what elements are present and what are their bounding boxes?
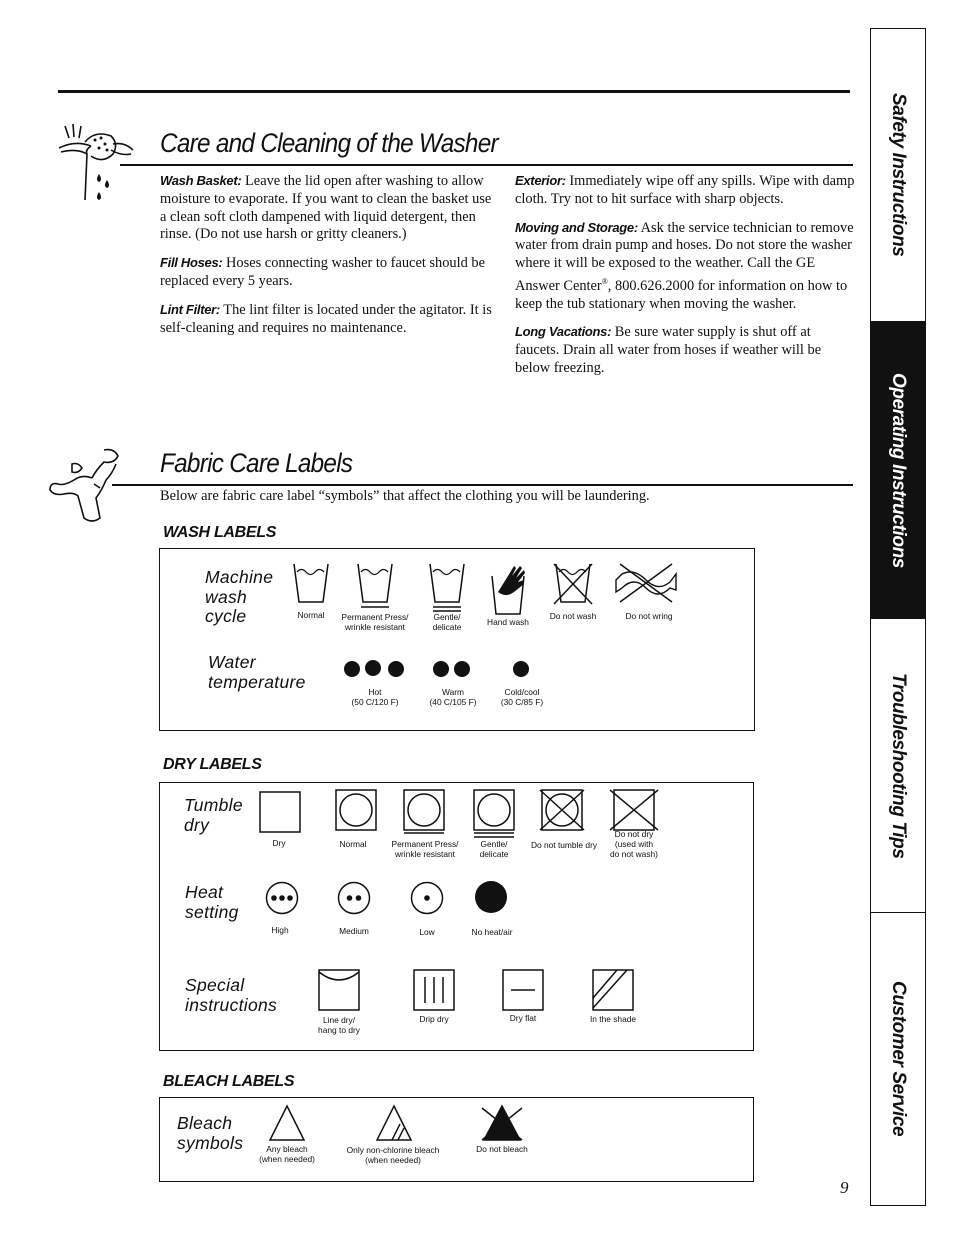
page-number: 9: [840, 1178, 849, 1197]
drip-dry-caption: Drip dry: [419, 1014, 449, 1024]
heat-high-caption: High: [271, 925, 289, 935]
registered-mark: ®: [601, 276, 608, 286]
do-not-wring-caption: Do not wring: [625, 611, 673, 621]
dry-square-icon: [258, 790, 302, 834]
care-title: Care and Cleaning of the Washer: [160, 128, 498, 158]
moving-lead: Moving and Storage:: [515, 219, 638, 235]
tumble-normal-caption: Normal: [339, 839, 367, 849]
dry-flat-caption: Dry flat: [509, 1013, 537, 1023]
do-not-dry-caption: [610, 829, 658, 859]
machine-wash-label-line2: wash: [205, 586, 248, 607]
tab-safety-instructions-label: Safety Instructions: [888, 93, 909, 257]
wash-normal-icon: [292, 560, 330, 606]
water-temperature-label-line2: temperature: [208, 671, 306, 692]
no-heat-icon: [473, 879, 509, 915]
top-rule: [58, 90, 850, 93]
tumble-gentle-caption-line1: Gentle/: [480, 839, 508, 849]
hand-wash-caption: Hand wash: [487, 617, 529, 627]
cold-caption-line1: Cold/cool: [504, 687, 540, 697]
vacations-lead: Long Vacations:: [515, 324, 612, 340]
any-bleach-caption-line1: Any bleach: [266, 1144, 308, 1154]
line-dry-caption-line1: Line dry/: [322, 1015, 356, 1025]
any-bleach-icon: [268, 1104, 306, 1142]
section-tabs: [870, 28, 926, 1206]
wash-labels-heading: WASH LABELS: [163, 524, 277, 541]
wash-normal-caption: Normal: [297, 610, 325, 620]
no-heat-caption: No heat/air: [471, 927, 513, 937]
wash-gentle-icon: [428, 560, 466, 614]
bleach-symbols-label-line2: symbols: [177, 1132, 244, 1153]
bleach-symbols-label-line1: Bleach: [177, 1113, 233, 1133]
moving-text-b: , 800.626.2000 for information on how to keep the tub stationary when moving the washer.: [515, 277, 848, 312]
tab-troubleshooting-tips-label: Troubleshooting Tips: [888, 672, 909, 859]
wash-perm-press-caption-line2: wrinkle resistant: [344, 622, 406, 632]
bleach-symbols-label: [177, 1114, 243, 1153]
special-instructions-label-line2: instructions: [185, 994, 278, 1015]
dry-in-shade-icon: [591, 968, 635, 1012]
machine-wash-label: [205, 568, 273, 627]
fabric-title: Fabric Care Labels: [160, 448, 353, 478]
bleach-labels-box: [159, 1097, 754, 1182]
exterior-text: Immediately wipe off any spills. Wipe with damp cloth. Try not to hit surface with sharp objects.: [515, 173, 855, 207]
do-not-wring-icon: [612, 560, 680, 606]
exterior-paragraph: [515, 172, 857, 209]
warm-caption: [429, 687, 476, 707]
wash-gentle-caption-line1: Gentle/: [433, 612, 461, 622]
do-not-wash-caption: Do not wash: [549, 611, 597, 621]
heat-setting-label: [185, 883, 239, 922]
tumble-gentle-icon: [472, 788, 516, 840]
wash-permanent-press-icon: [356, 560, 394, 610]
hot-caption-line2: (50 C/120 F): [351, 697, 399, 707]
do-not-bleach-icon: [480, 1104, 524, 1142]
tumble-dry-label-line1: Tumble: [184, 795, 243, 815]
warm-water-dots-icon: [430, 658, 476, 680]
fabric-title-rule: [112, 484, 853, 486]
do-not-tumble-dry-caption: Do not tumble dry: [530, 840, 598, 850]
bleach-labels-heading: BLEACH LABELS: [163, 1073, 295, 1090]
cold-caption-line2: (30 C/85 F): [500, 697, 544, 707]
drip-dry-icon: [412, 968, 456, 1012]
warm-caption-line1: Warm: [441, 687, 465, 697]
heat-setting-label-line2: setting: [185, 901, 239, 922]
tumble-perm-press-caption-line1: Permanent Press/: [391, 839, 459, 849]
dry-labels-heading: DRY LABELS: [163, 756, 262, 773]
water-temperature-label-line1: Water: [208, 652, 256, 672]
do-not-dry-caption-line1: Do not dry: [614, 829, 654, 839]
dry-flat-icon: [501, 968, 545, 1012]
fill-hoses-text: Hoses connecting washer to faucet should be replaced every 5 years.: [160, 255, 485, 289]
hot-caption-line1: Hot: [368, 687, 382, 697]
fabric-intro: Below are fabric care label “symbols” that affect the clothing you will be laundering.: [160, 488, 650, 504]
exterior-lead: Exterior:: [515, 173, 566, 188]
machine-wash-label-line3: cycle: [205, 606, 247, 626]
hand-wash-icon: [488, 562, 528, 616]
tab-troubleshooting-tips[interactable]: [871, 619, 925, 912]
heat-setting-label-line1: Heat: [185, 882, 224, 902]
tumble-dry-label-line2: dry: [184, 814, 210, 835]
tumble-dry-label: [184, 796, 243, 835]
care-right-column: [515, 172, 857, 388]
line-dry-icon: [317, 968, 361, 1012]
wash-basket-lead: Wash Basket:: [160, 173, 242, 188]
tab-customer-service[interactable]: [871, 913, 925, 1205]
do-not-bleach-caption: Do not bleach: [476, 1144, 528, 1154]
special-instructions-label-line1: Special: [185, 975, 245, 995]
fill-hoses-paragraph: [160, 254, 500, 291]
lint-filter-paragraph: [160, 301, 500, 338]
tab-operating-instructions[interactable]: [871, 322, 925, 618]
wash-basket-paragraph: [160, 172, 500, 244]
care-title-rule: [120, 164, 853, 166]
tumble-gentle-caption: [480, 839, 509, 859]
any-bleach-caption: [259, 1144, 315, 1164]
care-left-column: [160, 172, 500, 347]
heat-medium-caption: Medium: [339, 926, 369, 936]
heat-low-icon: [409, 880, 445, 916]
tab-customer-service-label: Customer Service: [888, 981, 909, 1137]
wash-gentle-caption: [433, 612, 462, 632]
do-not-dry-icon: [608, 788, 660, 832]
tumble-normal-icon: [334, 788, 378, 832]
heat-low-caption: Low: [419, 927, 435, 937]
wash-basket-text: Leave the lid open after washing to allow moisture to evaporate. If you want to clean the basket use a clean soft cloth dampened with liquid detergent, then rinse. (Do not use harsh or gritty cleaners.): [160, 173, 492, 243]
non-chlorine-caption-line1: Only non-chlorine bleach: [346, 1145, 440, 1155]
tumble-gentle-caption-line2: delicate: [479, 849, 509, 859]
cold-water-dot-icon: [508, 658, 534, 680]
line-dry-caption: [318, 1015, 360, 1035]
tumble-permanent-press-icon: [402, 788, 446, 836]
dry-caption: Dry: [272, 838, 286, 848]
fill-hoses-lead: Fill Hoses:: [160, 255, 223, 271]
tab-operating-instructions-label: Operating Instructions: [888, 372, 909, 568]
do-not-tumble-dry-icon: [538, 788, 586, 832]
non-chlorine-caption-line2: (when needed): [365, 1155, 421, 1165]
do-not-wash-icon: [552, 560, 594, 606]
hot-caption: [351, 687, 398, 707]
machine-wash-label-line1: Machine: [205, 567, 274, 587]
moving-paragraph: [515, 219, 857, 314]
line-dry-caption-line2: hang to dry: [318, 1025, 360, 1035]
wash-gentle-caption-line2: delicate: [432, 622, 462, 632]
hot-water-dots-icon: [340, 658, 410, 680]
special-instructions-label: [185, 976, 277, 1015]
wash-perm-press-caption-line1: Permanent Press/: [341, 612, 409, 622]
any-bleach-caption-line2: (when needed): [259, 1154, 315, 1164]
vacations-text: Be sure water supply is shut off at faucets. Drain all water from hoses if weather will be below freezing.: [515, 324, 822, 376]
in-the-shade-caption: In the shade: [589, 1014, 637, 1024]
heat-medium-icon: [336, 880, 372, 916]
warm-caption-line2: (40 C/105 F): [429, 697, 477, 707]
tab-safety-instructions[interactable]: [871, 29, 925, 321]
do-not-dry-caption-line2: (used with: [614, 839, 654, 849]
water-temperature-label: [208, 653, 306, 692]
cold-caption: [501, 687, 543, 707]
heat-high-icon: [264, 880, 300, 916]
vacations-paragraph: [515, 323, 857, 377]
non-chlorine-bleach-icon: [375, 1104, 413, 1142]
non-chlorine-caption: [347, 1145, 440, 1165]
do-not-dry-caption-line3: do not wash): [610, 849, 658, 859]
wash-perm-press-caption: [341, 612, 408, 632]
lint-filter-text: The lint filter is located under the agitator. It is self-cleaning and requires no maintenance.: [160, 301, 492, 336]
lint-filter-lead: Lint Filter:: [160, 301, 220, 317]
tumble-perm-press-caption-line2: wrinkle resistant: [394, 849, 456, 859]
moving-text-a: Ask the service technician to remove water from drain pump and hoses. Do not store the washer where it will be exposed to the weather. Call the GE Answer Center: [515, 219, 854, 294]
tumble-perm-press-caption: [391, 839, 458, 859]
